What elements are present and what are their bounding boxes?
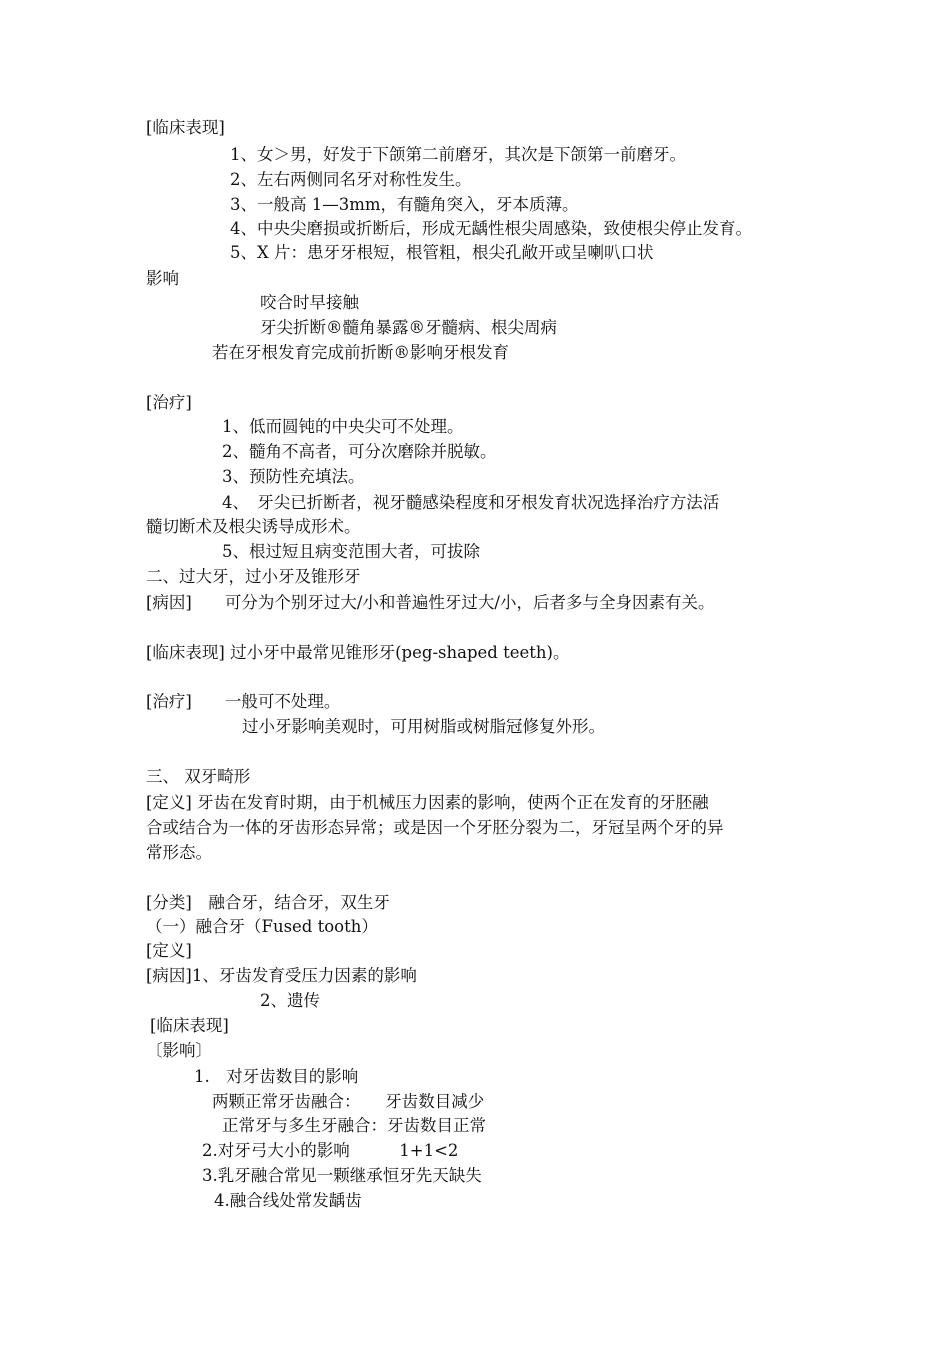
definition-line: [定义] 牙齿在发育时期，由于机械压力因素的影响，使两个正在发育的牙胚融: [146, 793, 709, 812]
impact-header: 〔影响〕: [146, 1041, 212, 1060]
subsection-title: （一）融合牙（Fused tooth）: [146, 917, 378, 936]
impact-item: 4.融合线处常发龋齿: [214, 1191, 362, 1210]
clinical-item: 4、中央尖磨损或折断后，形成无龋性根尖周感染，致使根尖停止发育。: [230, 219, 752, 238]
treatment-line: [治疗] 一般可不处理。: [146, 692, 341, 711]
section-title: 二、过大牙，过小牙及锥形牙: [146, 567, 361, 586]
treatment-item: 4、 牙尖已折断者，视牙髓感染程度和牙根发育状况选择治疗方法活: [222, 493, 720, 512]
impact-item: 两颗正常牙齿融合： 牙齿数目减少: [212, 1092, 485, 1111]
impact-item: 2.对牙弓大小的影响 1+1<2: [202, 1141, 459, 1160]
treatment-item: 5、根过短且病变范围大者，可拔除: [222, 542, 480, 561]
section-title: 三、 双牙畸形: [146, 767, 251, 786]
clinical-line: [临床表现] 过小牙中最常见锥形牙(peg-shaped teeth)。: [146, 643, 570, 662]
impact-header: 影响: [146, 269, 179, 288]
impact-item: 牙尖折断®髓角暴露®牙髓病、根尖周病: [260, 318, 557, 337]
definition-header: [定义]: [146, 941, 192, 960]
definition-line: 合或结合为一体的牙齿形态异常；或是因一个牙胚分裂为二，牙冠呈两个牙的异: [146, 818, 724, 837]
clinical-item: 5、X 片：患牙牙根短，根管粗，根尖孔敞开或呈喇叭口状: [230, 243, 654, 262]
clinical-manifestation-header: [临床表现]: [146, 118, 225, 137]
impact-item: 咬合时早接触: [260, 293, 359, 312]
cause-line: 2、遗传: [260, 991, 320, 1010]
treatment-line: 过小牙影响美观时，可用树脂或树脂冠修复外形。: [242, 717, 605, 736]
cause-line: [病因] 可分为个别牙过大/小和普遍性牙过大/小，后者多与全身因素有关。: [146, 593, 715, 612]
definition-line: 常形态。: [146, 843, 212, 862]
impact-item: 若在牙根发育完成前折断®影响牙根发育: [212, 343, 509, 362]
treatment-item: 髓切断术及根尖诱导成形术。: [146, 517, 361, 536]
clinical-item: 1、女＞男，好发于下颌第二前磨牙，其次是下颌第一前磨牙。: [230, 145, 686, 164]
impact-item: 3.乳牙融合常见一颗继承恒牙先天缺失: [202, 1166, 482, 1185]
treatment-item: 2、髓角不高者，可分次磨除并脱敏。: [222, 442, 497, 461]
classification-line: [分类] 融合牙，结合牙，双生牙: [146, 893, 390, 912]
treatment-item: 3、预防性充填法。: [222, 467, 365, 486]
clinical-header: [临床表现]: [150, 1016, 229, 1035]
impact-item: 正常牙与多生牙融合：牙齿数目正常: [222, 1116, 486, 1135]
clinical-item: 3、一般高 1—3mm，有髓角突入，牙本质薄。: [230, 195, 579, 214]
cause-line: [病因]1、牙齿发育受压力因素的影响: [146, 966, 417, 985]
impact-item: 1. 对牙齿数目的影响: [194, 1067, 359, 1086]
treatment-item: 1、低而圆钝的中央尖可不处理。: [222, 417, 464, 436]
clinical-item: 2、左右两侧同名牙对称性发生。: [230, 170, 472, 189]
treatment-header: [治疗]: [146, 393, 192, 412]
